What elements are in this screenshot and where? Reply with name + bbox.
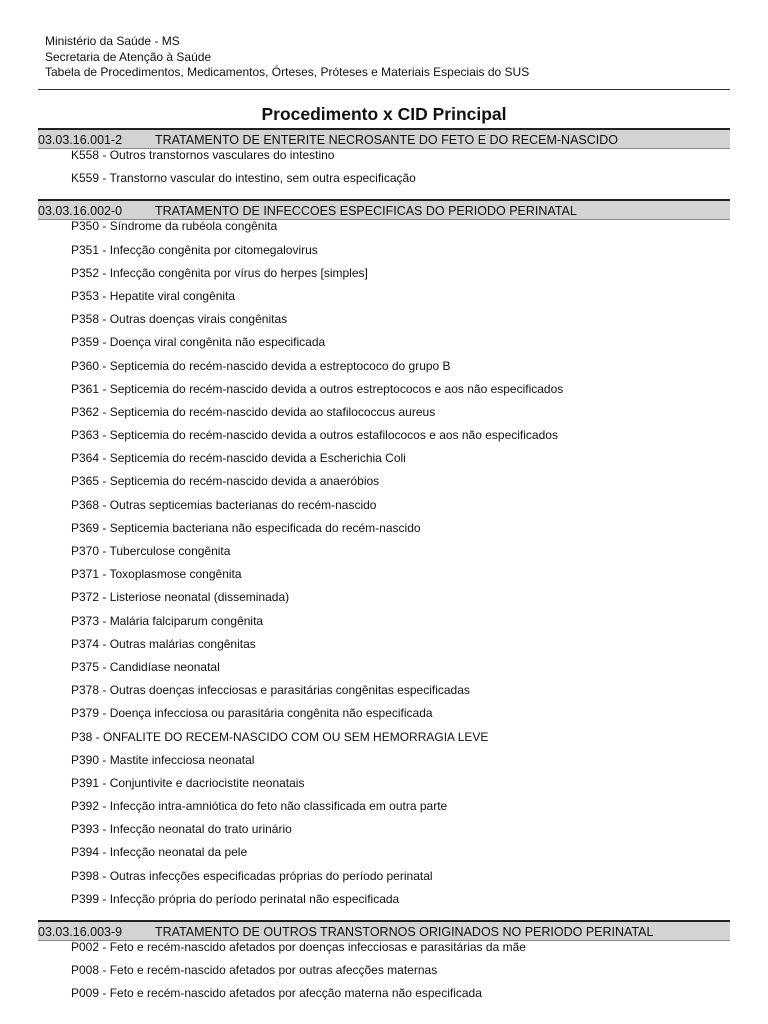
cid-item: P364 - Septicemia do recém-nascido devida a Escherichia Coli	[71, 451, 406, 466]
cid-item: P363 - Septicemia do recém-nascido devida a outros estafilococos e aos não especificados	[71, 428, 558, 443]
cid-item: P008 - Feto e recém-nascido afetados por outras afecções maternas	[71, 963, 438, 978]
cid-item: P360 - Septicemia do recém-nascido devida a estreptococo do grupo B	[71, 358, 451, 373]
cid-item: P361 - Septicemia do recém-nascido devida a outros estreptococos e aos não especificados	[71, 381, 564, 396]
header-ministry: Ministério da Saúde - MS	[45, 34, 180, 48]
cid-item: P398 - Outras infecções especificadas próprias do período perinatal	[71, 868, 433, 883]
cid-item: P370 - Tuberculose congênita	[71, 544, 231, 558]
header-divider	[38, 89, 730, 90]
cid-item: P353 - Hepatite viral congênita	[71, 288, 236, 303]
procedure-name: TRATAMENTO DE OUTROS TRANSTORNOS ORIGINADOS NO PERIODO PERINATAL	[155, 925, 654, 939]
procedure-section	[38, 128, 730, 199]
page-title: Procedimento x CID Principal	[261, 104, 507, 124]
cid-item: P365 - Septicemia do recém-nascido devida a anaeróbios	[71, 474, 380, 489]
cid-item: P369 - Septicemia bacteriana não especificada do recém-nascido	[71, 520, 421, 535]
procedure-section	[38, 920, 730, 1015]
cid-item: P390 - Mastite infecciosa neonatal	[71, 752, 255, 767]
cid-item: P373 - Malária falciparum congênita	[71, 613, 264, 628]
cid-item: P352 - Infecção congênita por vírus do herpes [simples]	[71, 265, 368, 280]
procedure-list	[38, 128, 730, 1015]
cid-item: P399 - Infecção própria do período perinatal não especificada	[71, 891, 400, 906]
cid-item: P009 - Feto e recém-nascido afetados por afecção materna não especificada	[71, 986, 482, 1001]
procedure-section	[38, 199, 730, 920]
cid-item: P375 - Candidíase neonatal	[71, 659, 220, 674]
cid-item: P358 - Outras doenças virais congênitas	[71, 312, 288, 327]
header-secretariat: Secretaria de Atenção à Saúde	[45, 49, 212, 64]
cid-item: P391 - Conjuntivite e dacriocistite neonatais	[71, 775, 305, 790]
procedure-code: 03.03.16.002-0	[38, 204, 123, 219]
procedure-name: TRATAMENTO DE INFECCOES ESPECIFICAS DO PERIODO PERINATAL	[155, 204, 577, 219]
cid-item: P379 - Doença infecciosa ou parasitária congênita não especificada	[71, 706, 433, 721]
procedure-code: 03.03.16.001-2	[38, 133, 123, 147]
header-table-name: Tabela de Procedimentos, Medicamentos, Órteses, Próteses e Materiais Especiais do SUS	[45, 65, 530, 79]
cid-item: P393 - Infecção neonatal do trato urinário	[71, 822, 292, 837]
cid-item: P378 - Outras doenças infecciosas e parasitárias congênitas especificadas	[71, 683, 470, 698]
cid-item: P374 - Outras malárias congênitas	[71, 636, 256, 651]
cid-item: P372 - Listeriose neonatal (disseminada)	[71, 590, 290, 605]
cid-item: K559 - Transtorno vascular do intestino, sem outra especificação	[71, 171, 416, 186]
cid-item: P38 - ONFALITE DO RECEM-NASCIDO COM OU SEM HEMORRAGIA LEVE	[71, 729, 489, 744]
cid-item: P351 - Infecção congênita por citomegalovirus	[71, 242, 318, 257]
cid-item: P359 - Doença viral congênita não especificada	[71, 335, 326, 350]
cid-item: P394 - Infecção neonatal da pele	[71, 845, 248, 860]
document-header	[45, 34, 529, 81]
section-gap	[38, 1011, 730, 1015]
procedure-name: TRATAMENTO DE ENTERITE NECROSANTE DO FETO E DO RECEM-NASCIDO	[155, 133, 619, 147]
cid-item: P392 - Infecção intra-amniótica do feto não classificada em outra parte	[71, 799, 448, 814]
cid-item: P371 - Toxoplasmose congênita	[71, 567, 242, 582]
cid-item: P002 - Feto e recém-nascido afetados por doenças infecciosas e parasitárias da mãe	[71, 940, 526, 954]
cid-item: P350 - Síndrome da rubéola congênita	[71, 219, 278, 234]
cid-item: P368 - Outras septicemias bacterianas do recém-nascido	[71, 497, 377, 512]
procedure-code: 03.03.16.003-9	[38, 925, 123, 939]
cid-item: K558 - Outros transtornos vasculares do intestino	[71, 148, 335, 162]
cid-item: P362 - Septicemia do recém-nascido devida ao stafilococcus aureus	[71, 404, 436, 419]
